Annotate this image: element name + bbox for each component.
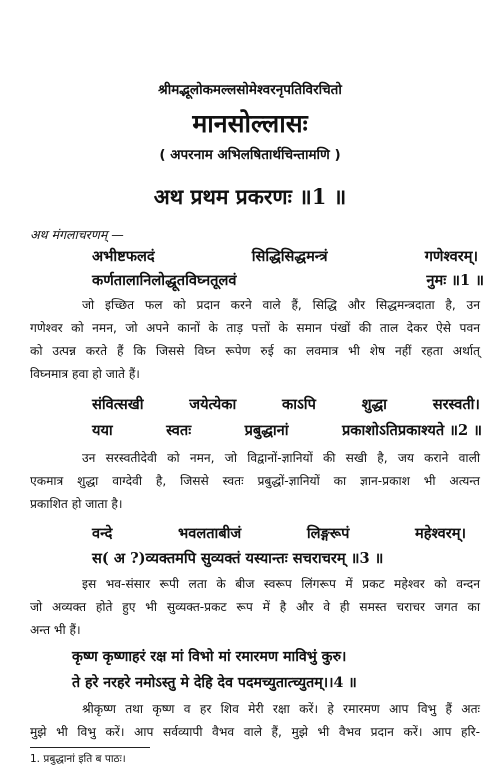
verse-2-line-2 — [92, 420, 482, 440]
prose-1-line-2: गणेश्वर को नमन, जो अपने कानों के ताड़ पत्तों के समान पंखों की ताल देकर ऐसे पवन — [30, 321, 480, 335]
verse-word: प्रबुद्धानां — [244, 422, 289, 439]
prose-4-line-1: श्रीकृष्ण तथा कृष्ण व हर शिव मेरी रक्षा करें। हे रमारमण आप विभु हैं अतः — [82, 702, 480, 716]
footnote: 1. प्रबुद्धानां इति ब पाठः। — [30, 753, 126, 765]
verse-4-line-1: कृष्ण कृष्णाहरं रक्ष मां विभो मां रमारमण माविभुं कुरु। — [72, 649, 347, 665]
verse-3-line-1 — [92, 523, 466, 543]
verse-word: काऽपि — [281, 396, 316, 413]
verse-word: कर्णतालानिलोद्धूतविघ्नतूलवं — [92, 272, 237, 289]
prose-1-line-4: विघ्नमात्र हवा हो जाते हैं। — [30, 367, 140, 381]
verse-word: सिद्धिसिद्धमन्त्रं — [251, 248, 328, 265]
verse-word: शुद्धा — [361, 396, 387, 413]
verse-1-line-2 — [92, 270, 484, 290]
verse-word: गणेश्वरम्। — [424, 248, 478, 265]
verse-word: यया — [92, 422, 113, 439]
prose-2-line-3: प्रकाशित हो जाता है। — [30, 497, 123, 511]
author-line: श्रीमद्भूलोकमल्लसोमेश्वरनृपतिविरचितो — [158, 82, 342, 98]
verse-word: भवलताबीजं — [177, 525, 242, 542]
prose-3-line-1: इस भव-संसार रूपी लता के बीज स्वरूप लिंगरूप में प्रकट महेश्वर को वन्दन — [82, 577, 480, 591]
verse-word: संवित्सखी — [92, 396, 144, 413]
verse-word: वन्दे — [92, 525, 113, 542]
footnote-rule — [30, 747, 150, 748]
verse-2-line-1 — [92, 394, 480, 414]
verse-word: स्वतः — [166, 422, 192, 439]
intro-label: अथ मंगलाचरणम् — — [30, 227, 124, 242]
verse-4-line-2: ते हरे नरहरे नमोऽस्तु मे देहि देव पदमच्युतात्च्युतम्।।4 ॥ — [72, 675, 357, 691]
verse-word: सरस्वती। — [432, 396, 480, 413]
prose-2-line-1: उन सरस्वतीदेवी को नमन, जो विद्वानों-ज्ञानियों की सखी है, जय कराने वाली — [82, 451, 480, 465]
verse-word: अभीष्टफलदं — [92, 248, 155, 265]
prose-2-line-2: एकमात्र शुद्धा वाग्देवी है, जिससे स्वतः प्रबुद्धों-ज्ञानियों का ज्ञान-प्रकाश भी अत्यन्त — [30, 474, 480, 488]
verse-word: नुमः ॥1 ॥ — [426, 272, 484, 289]
prose-3-line-3: अन्त भी हैं। — [30, 623, 81, 637]
verse-3-line-2: स( अ ?)व्यक्तमपि सुव्यक्तं यस्यान्तः सचराचरम् ॥3 ॥ — [92, 550, 384, 567]
verse-1-line-1 — [92, 246, 478, 266]
prose-1-line-3: को उत्पन्न करते हैं कि जिससे विघ्न रूपेण रुई का लवमात्र भी शेष नहीं रहता अर्थात् — [30, 344, 480, 358]
prose-4-line-2: मुझे भी विभु करें। आप सर्वव्यापी वैभव वाले हैं, मुझे भी वैभव प्रदान करें। आप हरि- — [30, 725, 480, 739]
page-title: मानसोल्लासः — [192, 109, 308, 138]
verse-word: प्रकाशोऽतिप्रकाश्यते ॥2 ॥ — [341, 422, 482, 439]
verse-word: जयेत्येका — [189, 396, 237, 413]
chapter-heading: अथ प्रथम प्रकरणः ॥1 ॥ — [153, 184, 347, 209]
prose-3-line-2: जो अव्यक्त होते हुए भी सुव्यक्त-प्रकट रूप में है और वे ही समस्त चराचर जगत का — [30, 600, 480, 614]
page-subtitle: ( अपरनाम अभिलषितार्थचिन्तामणि ) — [159, 147, 341, 163]
verse-word: महेश्वरम्। — [414, 525, 466, 542]
verse-word: लिङ्गरूपं — [306, 525, 350, 542]
prose-1-line-1: जो इच्छित फल को प्रदान करने वाले हैं, सिद्धि और सिद्धमन्त्रदाता है, उन — [82, 298, 480, 312]
